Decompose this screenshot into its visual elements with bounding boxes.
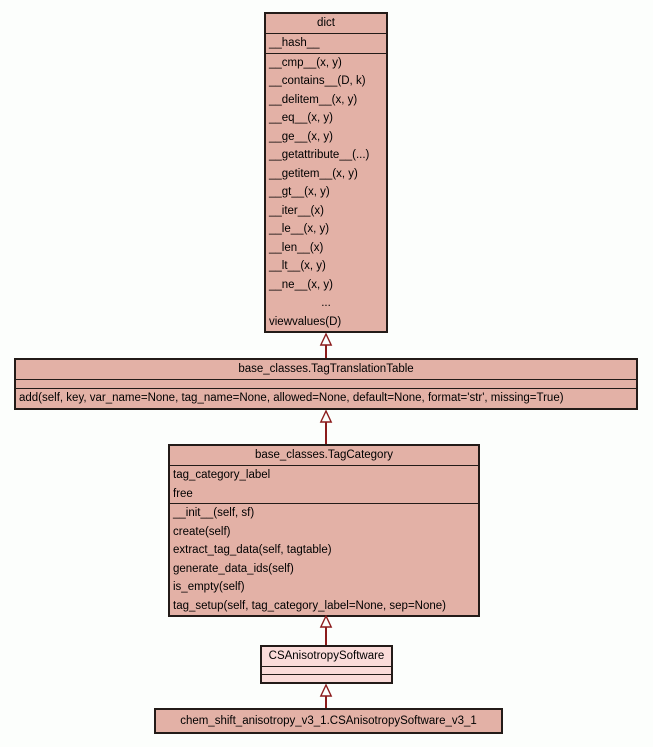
method-row: add(self, key, var_name=None, tag_name=None, allowed=None, default=None, format='str', missing=True) <box>19 392 564 404</box>
class-box-dict[interactable] <box>264 12 388 333</box>
inheritance-arrow <box>319 333 333 358</box>
method-row: __len__(x) <box>269 241 324 254</box>
attribute-row: tag_category_label <box>173 469 271 481</box>
method-row: __contains__(D, k) <box>269 75 366 87</box>
method-row: tag_setup(self, tag_category_label=None, sep=None) <box>173 599 446 612</box>
inheritance-arrow <box>319 410 333 444</box>
class-title: base_classes.TagTranslationTable <box>16 360 636 380</box>
method-row: __getattribute__(...) <box>269 149 370 161</box>
inheritance-arrow <box>319 615 333 645</box>
class-title: chem_shift_anisotropy_v3_1.CSAnisotropySoftware_v3_1 <box>180 715 477 727</box>
method-row: viewvalues(D) <box>269 315 342 328</box>
methods-compartment <box>16 389 636 408</box>
method-row: __le__(x, y) <box>269 223 330 235</box>
class-title: base_classes.TagCategory <box>170 446 478 466</box>
method-row: extract_tag_data(self, tagtable) <box>173 544 332 556</box>
attribute-row: __hash__ <box>269 37 320 49</box>
attributes-compartment-empty <box>262 667 391 675</box>
attributes-compartment <box>266 34 386 54</box>
class-box-tagtranslationtable[interactable] <box>14 358 638 410</box>
ellipsis-row: ... <box>321 297 331 309</box>
method-row: __cmp__(x, y) <box>269 56 342 69</box>
attribute-row: free <box>173 487 193 500</box>
method-row: __iter__(x) <box>269 204 324 217</box>
class-box-csanisotropysoftware[interactable] <box>260 645 393 684</box>
class-box-csanisotropysoftware-v3-1[interactable] <box>154 708 503 734</box>
attributes-compartment-empty <box>16 380 636 389</box>
class-box-tagcategory[interactable] <box>168 444 480 617</box>
inheritance-arrow <box>319 684 333 708</box>
method-row: create(self) <box>173 525 231 538</box>
method-row: generate_data_ids(self) <box>173 562 294 575</box>
method-row: __delitem__(x, y) <box>269 93 358 106</box>
method-row: __eq__(x, y) <box>269 112 333 124</box>
method-row: is_empty(self) <box>173 581 245 593</box>
methods-compartment-empty <box>262 675 391 682</box>
method-row: __ge__(x, y) <box>269 130 333 143</box>
method-row: __getitem__(x, y) <box>269 167 358 180</box>
class-title: CSAnisotropySoftware <box>262 647 391 667</box>
methods-compartment <box>266 54 386 332</box>
method-row: __gt__(x, y) <box>269 186 330 198</box>
method-row: __lt__(x, y) <box>269 260 326 272</box>
attributes-compartment <box>170 466 478 504</box>
methods-compartment <box>170 504 478 615</box>
class-title: dict <box>266 14 386 34</box>
method-row: __init__(self, sf) <box>173 507 255 519</box>
method-row: __ne__(x, y) <box>269 278 333 291</box>
